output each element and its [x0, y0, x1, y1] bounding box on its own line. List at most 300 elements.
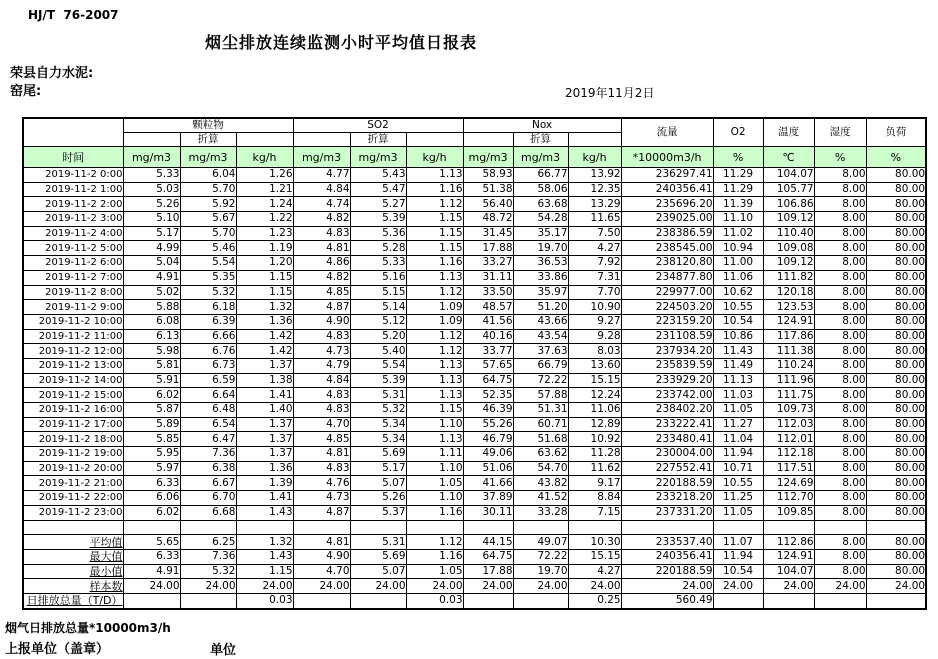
table-row	[23, 373, 926, 388]
value-cell: 49.07	[513, 535, 568, 550]
value-cell: 560.49	[621, 593, 713, 608]
value-cell: 80.00	[866, 447, 926, 462]
summary-label-cell	[23, 535, 123, 550]
value-cell: 24.00	[814, 579, 866, 594]
value-cell: 57.88	[513, 388, 568, 403]
value-cell: 80.00	[866, 168, 926, 183]
value-cell: 229977.00	[621, 285, 713, 300]
value-cell: 5.69	[350, 549, 406, 564]
value-cell: 238545.00	[621, 241, 713, 256]
value-cell: 111.38	[763, 344, 814, 359]
report-date: 2019年11月2日	[565, 86, 655, 100]
value-cell: 6.68	[180, 505, 236, 520]
value-cell: 6.76	[180, 344, 236, 359]
value-cell: 8.84	[568, 491, 621, 506]
value-cell: 5.07	[350, 476, 406, 491]
value-cell: 5.70	[180, 182, 236, 197]
row-label: 2019-11-2 8:00	[45, 286, 123, 298]
value-cell: 1.37	[236, 358, 293, 373]
value-cell: 33.50	[463, 285, 513, 300]
value-cell: 11.62	[568, 461, 621, 476]
value-cell: 8.00	[814, 314, 866, 329]
value-cell: 11.27	[713, 417, 763, 432]
table-row	[23, 241, 926, 256]
value-cell: 5.43	[350, 168, 406, 183]
value-cell: 9.17	[568, 476, 621, 491]
value-cell: 5.81	[123, 358, 180, 373]
value-cell: 6.08	[123, 314, 180, 329]
row-label: 2019-11-2 20:00	[38, 463, 123, 475]
value-cell: 223159.20	[621, 314, 713, 329]
value-cell: 80.00	[866, 476, 926, 491]
value-cell: 1.36	[236, 314, 293, 329]
value-cell: 104.07	[763, 168, 814, 183]
value-cell: 80.00	[866, 358, 926, 373]
value-cell: 5.40	[350, 344, 406, 359]
value-cell: 111.82	[763, 270, 814, 285]
value-cell: 1.15	[236, 564, 293, 579]
value-cell: 236297.41	[621, 168, 713, 183]
value-cell	[866, 593, 926, 608]
value-cell: 43.54	[513, 329, 568, 344]
value-cell: 4.74	[293, 197, 350, 212]
station-name: 窑尾:	[10, 84, 42, 99]
value-cell: 4.90	[293, 549, 350, 564]
value-cell: 5.10	[123, 212, 180, 227]
value-cell: 48.72	[463, 212, 513, 227]
value-cell: 1.23	[236, 226, 293, 241]
time-cell	[23, 417, 123, 432]
page-title: 烟尘排放连续监测小时平均值日报表	[205, 33, 478, 52]
header-o2: O2	[713, 118, 763, 147]
value-cell: 41.52	[513, 491, 568, 506]
row-label: 2019-11-2 14:00	[38, 374, 123, 386]
time-cell	[23, 285, 123, 300]
value-cell: 24.00	[621, 579, 713, 594]
value-cell: 233480.41	[621, 432, 713, 447]
value-cell: 11.13	[713, 373, 763, 388]
group-nox: Nox	[463, 118, 621, 133]
value-cell: 5.39	[350, 373, 406, 388]
value-cell: 11.06	[713, 270, 763, 285]
value-cell: 80.00	[866, 403, 926, 418]
value-cell: 58.93	[463, 168, 513, 183]
value-cell	[621, 520, 713, 535]
value-cell: 124.69	[763, 476, 814, 491]
value-cell: 8.00	[814, 403, 866, 418]
value-cell: 8.00	[814, 417, 866, 432]
value-cell: 5.67	[180, 212, 236, 227]
value-cell: 10.94	[713, 241, 763, 256]
value-cell: 1.05	[406, 564, 463, 579]
value-cell: 5.17	[123, 226, 180, 241]
value-cell: 10.92	[568, 432, 621, 447]
value-cell: 5.39	[350, 212, 406, 227]
summary-row	[23, 549, 926, 564]
value-cell: 80.00	[866, 329, 926, 344]
value-cell: 4.83	[293, 329, 350, 344]
value-cell: 4.27	[568, 241, 621, 256]
value-cell	[763, 520, 814, 535]
value-cell: 11.94	[713, 549, 763, 564]
value-cell: 4.84	[293, 182, 350, 197]
value-cell: 8.00	[814, 344, 866, 359]
unit-cell: mg/m3	[293, 147, 350, 168]
value-cell: 1.16	[406, 549, 463, 564]
row-label: 2019-11-2 4:00	[45, 228, 123, 240]
summary-label-cell	[23, 564, 123, 579]
unit-cell: kg/h	[236, 147, 293, 168]
value-cell: 8.03	[568, 344, 621, 359]
value-cell: 109.12	[763, 212, 814, 227]
value-cell: 8.00	[814, 285, 866, 300]
value-cell: 4.82	[293, 212, 350, 227]
value-cell: 11.49	[713, 358, 763, 373]
value-cell: 24.00	[293, 579, 350, 594]
value-cell: 239025.00	[621, 212, 713, 227]
value-cell: 6.70	[180, 491, 236, 506]
value-cell: 5.31	[350, 535, 406, 550]
row-label: 2019-11-2 15:00	[38, 389, 123, 401]
value-cell	[713, 520, 763, 535]
value-cell: 1.15	[406, 226, 463, 241]
value-cell: 8.00	[814, 476, 866, 491]
value-cell: 1.32	[236, 300, 293, 315]
value-cell	[123, 520, 180, 535]
time-cell	[23, 270, 123, 285]
value-cell: 58.06	[513, 182, 568, 197]
row-label: 2019-11-2 13:00	[38, 360, 123, 372]
summary-row	[23, 535, 926, 550]
time-cell	[23, 226, 123, 241]
value-cell: 123.53	[763, 300, 814, 315]
value-cell: 10.30	[568, 535, 621, 550]
value-cell: 51.20	[513, 300, 568, 315]
value-cell: 1.39	[236, 476, 293, 491]
value-cell: 1.12	[406, 197, 463, 212]
value-cell: 1.12	[406, 535, 463, 550]
table-row	[23, 403, 926, 418]
value-cell: 37.63	[513, 344, 568, 359]
value-cell: 5.26	[123, 197, 180, 212]
time-cell	[23, 476, 123, 491]
value-cell: 11.06	[568, 403, 621, 418]
value-cell: 80.00	[866, 491, 926, 506]
value-cell: 4.83	[293, 403, 350, 418]
value-cell: 237934.20	[621, 344, 713, 359]
value-cell: 10.90	[568, 300, 621, 315]
value-cell: 240356.41	[621, 182, 713, 197]
value-cell: 106.86	[763, 197, 814, 212]
value-cell: 11.29	[713, 182, 763, 197]
value-cell: 5.32	[180, 564, 236, 579]
value-cell: 8.00	[814, 256, 866, 271]
value-cell: 5.32	[180, 285, 236, 300]
value-cell: 10.54	[713, 314, 763, 329]
table-row	[23, 285, 926, 300]
value-cell	[866, 520, 926, 535]
unit-cell: kg/h	[406, 147, 463, 168]
value-cell: 4.91	[123, 564, 180, 579]
value-cell: 57.65	[463, 358, 513, 373]
value-cell: 43.66	[513, 314, 568, 329]
summary-label-cell	[23, 593, 123, 608]
value-cell: 41.66	[463, 476, 513, 491]
value-cell: 8.00	[814, 432, 866, 447]
value-cell: 5.47	[350, 182, 406, 197]
value-cell: 112.86	[763, 535, 814, 550]
value-cell: 5.04	[123, 256, 180, 271]
row-label: 最大值	[89, 550, 123, 564]
value-cell: 31.11	[463, 270, 513, 285]
value-cell: 233537.40	[621, 535, 713, 550]
value-cell: 4.77	[293, 168, 350, 183]
value-cell: 109.12	[763, 256, 814, 271]
value-cell: 8.00	[814, 505, 866, 520]
flue-gas-total-note: 烟气日排放总量*10000m3/h	[5, 621, 171, 635]
time-cell	[23, 447, 123, 462]
value-cell	[180, 593, 236, 608]
value-cell: 54.28	[513, 212, 568, 227]
table-row	[23, 300, 926, 315]
value-cell: 8.00	[814, 549, 866, 564]
value-cell: 64.75	[463, 373, 513, 388]
value-cell: 1.10	[406, 491, 463, 506]
value-cell: 54.70	[513, 461, 568, 476]
value-cell	[463, 520, 513, 535]
value-cell: 1.21	[236, 182, 293, 197]
value-cell: 111.96	[763, 373, 814, 388]
value-cell: 1.13	[406, 168, 463, 183]
unit-cell: mg/m3	[180, 147, 236, 168]
value-cell: 105.77	[763, 182, 814, 197]
row-label: 2019-11-2 10:00	[38, 316, 123, 328]
time-cell	[23, 241, 123, 256]
row-label: 2019-11-2 6:00	[45, 257, 123, 269]
value-cell: 33.27	[463, 256, 513, 271]
value-cell: 24.00	[180, 579, 236, 594]
row-label: 2019-11-2 23:00	[38, 507, 123, 519]
time-cell	[23, 461, 123, 476]
value-cell: 33.86	[513, 270, 568, 285]
unit-cell: %	[866, 147, 926, 168]
blank-cell	[463, 133, 513, 147]
value-cell: 220188.59	[621, 564, 713, 579]
summary-label-cell	[23, 549, 123, 564]
value-cell	[513, 593, 568, 608]
value-cell	[293, 520, 350, 535]
group-so2: SO2	[293, 118, 463, 133]
value-cell: 4.81	[293, 241, 350, 256]
value-cell: 51.06	[463, 461, 513, 476]
value-cell: 5.16	[350, 270, 406, 285]
unit-cell-flow: *10000m3/h	[621, 147, 713, 168]
value-cell: 4.99	[123, 241, 180, 256]
value-cell: 6.39	[180, 314, 236, 329]
value-cell: 8.00	[814, 212, 866, 227]
row-label: 2019-11-2 19:00	[38, 448, 123, 460]
value-cell: 24.00	[406, 579, 463, 594]
value-cell: 37.89	[463, 491, 513, 506]
value-cell: 1.16	[406, 182, 463, 197]
blank-cell	[236, 133, 293, 147]
value-cell: 10.62	[713, 285, 763, 300]
value-cell: 1.12	[406, 329, 463, 344]
value-cell: 24.00	[866, 579, 926, 594]
value-cell: 5.70	[180, 226, 236, 241]
time-cell	[23, 182, 123, 197]
time-cell	[23, 520, 123, 535]
blank-cell	[406, 133, 463, 147]
value-cell: 9.27	[568, 314, 621, 329]
value-cell: 6.25	[180, 535, 236, 550]
row-label: 2019-11-2 1:00	[45, 184, 123, 196]
value-cell: 1.13	[406, 432, 463, 447]
value-cell: 8.00	[814, 168, 866, 183]
value-cell: 5.33	[123, 168, 180, 183]
group-particulate: 颗粒物	[123, 118, 293, 133]
row-label: 2019-11-2 18:00	[38, 433, 123, 445]
value-cell: 5.98	[123, 344, 180, 359]
value-cell: 112.03	[763, 417, 814, 432]
value-cell: 60.71	[513, 417, 568, 432]
value-cell: 6.18	[180, 300, 236, 315]
value-cell: 8.00	[814, 241, 866, 256]
value-cell: 5.33	[350, 256, 406, 271]
value-cell: 12.89	[568, 417, 621, 432]
value-cell: 109.85	[763, 505, 814, 520]
value-cell: 4.83	[293, 226, 350, 241]
row-label: 2019-11-2 5:00	[45, 242, 123, 254]
value-cell: 33.77	[463, 344, 513, 359]
value-cell	[568, 520, 621, 535]
value-cell: 5.12	[350, 314, 406, 329]
value-cell: 109.08	[763, 241, 814, 256]
value-cell: 8.00	[814, 447, 866, 462]
header-load: 负荷	[866, 118, 926, 147]
row-label: 2019-11-2 21:00	[38, 477, 123, 489]
value-cell: 238386.59	[621, 226, 713, 241]
table-row	[23, 417, 926, 432]
value-cell: 10.86	[713, 329, 763, 344]
value-cell	[123, 593, 180, 608]
value-cell	[293, 593, 350, 608]
value-cell: 1.20	[236, 256, 293, 271]
value-cell: 80.00	[866, 505, 926, 520]
value-cell: 5.91	[123, 373, 180, 388]
value-cell: 11.39	[713, 197, 763, 212]
row-label: 2019-11-2 0:00	[45, 169, 123, 181]
value-cell: 11.10	[713, 212, 763, 227]
value-cell: 51.38	[463, 182, 513, 197]
value-cell: 63.62	[513, 447, 568, 462]
value-cell: 35.97	[513, 285, 568, 300]
blank-cell	[123, 133, 180, 147]
value-cell: 24.00	[763, 579, 814, 594]
value-cell: 1.37	[236, 432, 293, 447]
summary-row	[23, 564, 926, 579]
unit-cell: ℃	[763, 147, 814, 168]
value-cell: 4.73	[293, 344, 350, 359]
value-cell: 112.01	[763, 432, 814, 447]
table-row	[23, 388, 926, 403]
unit-cell: mg/m3	[463, 147, 513, 168]
table-row	[23, 270, 926, 285]
value-cell: 11.25	[713, 491, 763, 506]
table-row	[23, 447, 926, 462]
value-cell: 238402.20	[621, 403, 713, 418]
value-cell: 109.73	[763, 403, 814, 418]
time-cell	[23, 373, 123, 388]
value-cell	[513, 520, 568, 535]
time-cell	[23, 300, 123, 315]
value-cell: 8.00	[814, 388, 866, 403]
value-cell: 4.91	[123, 270, 180, 285]
value-cell: 4.87	[293, 300, 350, 315]
value-cell: 238120.80	[621, 256, 713, 271]
value-cell: 1.05	[406, 476, 463, 491]
row-label: 样本数	[89, 579, 123, 593]
value-cell: 1.42	[236, 329, 293, 344]
value-cell: 1.11	[406, 447, 463, 462]
value-cell: 8.00	[814, 535, 866, 550]
value-cell: 8.00	[814, 182, 866, 197]
value-cell: 224503.20	[621, 300, 713, 315]
value-cell: 6.48	[180, 403, 236, 418]
value-cell: 1.15	[236, 270, 293, 285]
value-cell: 80.00	[866, 300, 926, 315]
value-cell: 80.00	[866, 285, 926, 300]
table-row	[23, 256, 926, 271]
unit-cell: mg/m3	[513, 147, 568, 168]
table-row	[23, 505, 926, 520]
value-cell: 80.00	[866, 226, 926, 241]
value-cell: 5.54	[350, 358, 406, 373]
report-table	[22, 117, 927, 610]
header-temperature: 温度	[763, 118, 814, 147]
value-cell: 80.00	[866, 212, 926, 227]
value-cell: 5.32	[350, 403, 406, 418]
table-row	[23, 358, 926, 373]
value-cell: 12.35	[568, 182, 621, 197]
header-humidity: 湿度	[814, 118, 866, 147]
value-cell: 24.00	[350, 579, 406, 594]
value-cell: 10.55	[713, 300, 763, 315]
table-row	[23, 226, 926, 241]
standard-number: HJ/T 76-2007	[28, 8, 119, 22]
unit-cell: %	[814, 147, 866, 168]
value-cell: 231108.59	[621, 329, 713, 344]
value-cell: 1.32	[236, 535, 293, 550]
value-cell: 66.79	[513, 358, 568, 373]
value-cell: 48.57	[463, 300, 513, 315]
value-cell: 110.40	[763, 226, 814, 241]
value-cell	[350, 520, 406, 535]
value-cell	[180, 520, 236, 535]
value-cell: 36.53	[513, 256, 568, 271]
value-cell: 1.12	[406, 344, 463, 359]
value-cell: 4.76	[293, 476, 350, 491]
value-cell: 7.15	[568, 505, 621, 520]
value-cell: 10.71	[713, 461, 763, 476]
value-cell: 5.20	[350, 329, 406, 344]
row-label: 2019-11-2 2:00	[45, 198, 123, 210]
value-cell: 8.00	[814, 564, 866, 579]
row-label: 2019-11-2 3:00	[45, 213, 123, 225]
value-cell: 6.02	[123, 388, 180, 403]
blank-cell	[568, 133, 621, 147]
value-cell: 5.34	[350, 432, 406, 447]
